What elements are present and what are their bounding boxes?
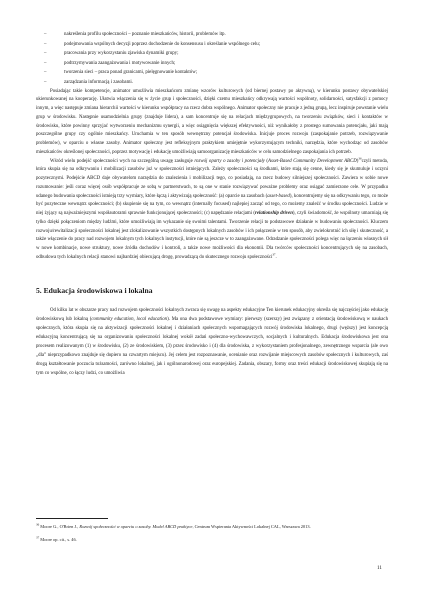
paragraph-abcd: Wśród wielu podejść społeczności wych na szczególną uwagę zasługuje rozwój oparty o zasoby i potencjały (Asset-Based Community Development ABCD)$^{36}$czyli metoda, która skupia się na odkrywaniu i mobilizacji zasobów już w społeczności istniejących. Zależy społeczności są środkami, które stają się cenne, kiedy się je skumuluje i uczyni pozytecznymi. Podejście ABCD daje obywatelom narzędzia do znalezienia i mobilizacji tego, co posiadają, na rzecz budowy silniejszej społeczności. Zawiera w sobie nowe rozumowanie: jeśli coraz więcej osób współpracuje ze sobą w partnerstwach, to są one w stanie rozwiązywać poważne problemy oraz osiągać zamierzone cele. W przypadku udanego budowania społeczności istnieją trzy wymiary, które łączą i aktywizują społeczność: (a) oparcie na zasobach (asset-based), koncentrujemy się na odkrywaniu tego, co może być pozyteczne wewnątrz społeczności; (b) skupienie się na tym, co wewnątrz (internally focused) najlepiej zacząć od tego, co możemy znaleźć w środku społeczności. Ludzie w niej żyjący są najważniejszymi współautorami sprawnie funkcjonującej społeczności; (c) napędzanie relacjami (relationship driven), czyli świadomość, że wspólnoty umacniają się tylko dzięki połączeniom między ludźmi, które umożliwiają im wykazanie się swoimi talentami. Tworzenie relacji to podstawowe działanie w budowaniu społeczności. Kluczem rozwoju/rewitalizacji społeczności lokalnej jest zlokalizowanie wszystkich dostępnych lokalnych zasobów i ich połączenie w ten sposób, aby zwielokrotnić ich siłę i skuteczność, a także włączenie do pracy nad rozwojem lokalnym tych lokalnych instytucji, które nie są jeszcze w to zaangażowane. Odradzanie społeczności polega więc na łączeniu własnych sił w nowe kombinacje, nowe struktury, nowe źródła dochodów i kontroli, a także nowe możliwości dla ekonomii. Dla twórców społeczności koncentrujących się na zasobach, odbudowa tych lokalnych relacji stanowi najbardziej obiecującą drogę, prowadzącą do skutecznego rozwoju społeczności$^{37}$. (36, 155, 388, 260)
footnote: $^{37}$ Moore op. cit., s. 46. (36, 535, 77, 542)
bullet-item: – podtrzymywania zaangażowania i motywowanie innych; (36, 59, 388, 69)
page-number: 11 (377, 565, 382, 571)
footnote-ref[interactable]: 37 (272, 252, 276, 257)
footnote-separator (36, 518, 108, 519)
bullet-item: – tworzenia sieci – praca ponad granicami, pielęgnowanie kontaktów; (36, 68, 388, 78)
paragraph-community-education: Od kilku lat w obszarze pracy nad rozwojem społeczności lokalnych zwraca się uwagę na aspekty edukacyjne Ten kierunek edukacyjny określa się najczęściej jako edukację środowiskową lub lokalną (community education, local education). Ma ona dwa podstawowe wymiary: pierwszy (szerszy) jest związany z orientacją środowiskową w naukach społecznych, która skupia się na aktywizacji społeczności lokalnej i działaniach społecznych wspomagających rozwój środowiska lokalnego, drugi (węższy) jest koncepcją edukacyjną koncentrującą się na organizowaniu społeczności lokalnej wokół zadań społeczno-wychowawczych, socjalnych i kulturalnych. Edukacja środowiskowa jest ona procesem realizowanym (1) w środowisku, (2) ze środowiskiem, (3) przez środowisko i (4) dla środowiska, z wykorzystaniem profesjonalnego, zewnętrznego wsparcia (ale owo „dla” nieprzypadkowo znajduje się dopiero na czwartym miejscu). Jej celem jest rozpoznawanie, ocenianie oraz rozwijanie miejscowych zasobów społecznych i kulturowych, zaś drogą kształtowanie poczucia tożsamości, zarówno lokalnej, jak i ogólnonarodowej oraz europejskiej. Zadania, obszary, formy oraz treści edukacji środowiskowej skupiają się na tym co wspólne, co łączy ludzi, co umożliwia (36, 307, 388, 376)
bullet-item: – zarządzania informacją i zasobami. (36, 78, 388, 88)
section-heading: 5. Edukacja środowiskowa i lokalna (36, 285, 153, 295)
bullet-list (36, 30, 388, 88)
footnote-ref[interactable]: 36 (358, 155, 362, 160)
paragraph-animator-competences: Posiadając takie kompetencje, animator umożliwia mieszkańcom zmianę wzorów kulturowych (od biernej postawy po aktywną), w kierunku postawy obywatelskiej ukierunkowanej na kooperację. Ułatwia włączenia się w życie grup i społeczności, dzięki czemu mieszkańcy odkrywają wartości wspólnoty, solidarności, satysfakcji z pomocy innym, a więc następuje zmiana hierarchii wartości w kierunku współpracy na rzecz dobra wspólnego. Animator społeczny nie pracuje z jedną grupą, lecz inspiruje powstanie wielu grup w środowisku. Następnie usamodzielnia grupy (znajduje lidera), a sam koncentruje się na relacjach międzygrupowych, na tworzeniu związków, sieci i kontaktów w środowisku, które powinny sprzyjać wytworzeniu mechanizmu synergii, a więc osiągnięcia większej efektywności, niż wynikałoby z prostego sumowania potencjału, jaki mają poszczególne grupy czy ogólnie mieszkańcy. Uruchamia w ten sposób wewnętrzny potencjał środowiska. Inicjuje proces rozwoju (zaspokajanie potrzeb, rozwiązywanie problemów), w oparciu o własne zasoby. Animator społeczny jest refleksyjnym praktykiem umiejętnie wykorzystującym techniki, narzędzia, które wychodząc od zasobów mieszkańców określonej społeczności, poprzez motywację i edukację umożliwiają samoorganizację mieszkańców w celu samodzielnego zaspokajania ich potrzeb. (36, 88, 388, 155)
bullet-item: – nakreślenia profilu społeczności – poznanie mieszkańców, historii, problemów itp. (36, 30, 388, 40)
document-page (36, 30, 388, 378)
bullet-item: – podejmowania wspólnych decyzji poprzez dochodzenie do konsensusu i określanie wspólnego celu; (36, 40, 388, 50)
footnote: $^{36}$ Moore G., O'Brien J., Rozwój społeczności w oparciu o zasoby. Model ABCD praktyce, Centrum Wspierania Aktywności Lokalnej CAL, Warszawa 2013. (36, 522, 311, 529)
bullet-item: – pracowania przy wykorzystaniu zjawiska dynamiki grupy; (36, 49, 388, 59)
